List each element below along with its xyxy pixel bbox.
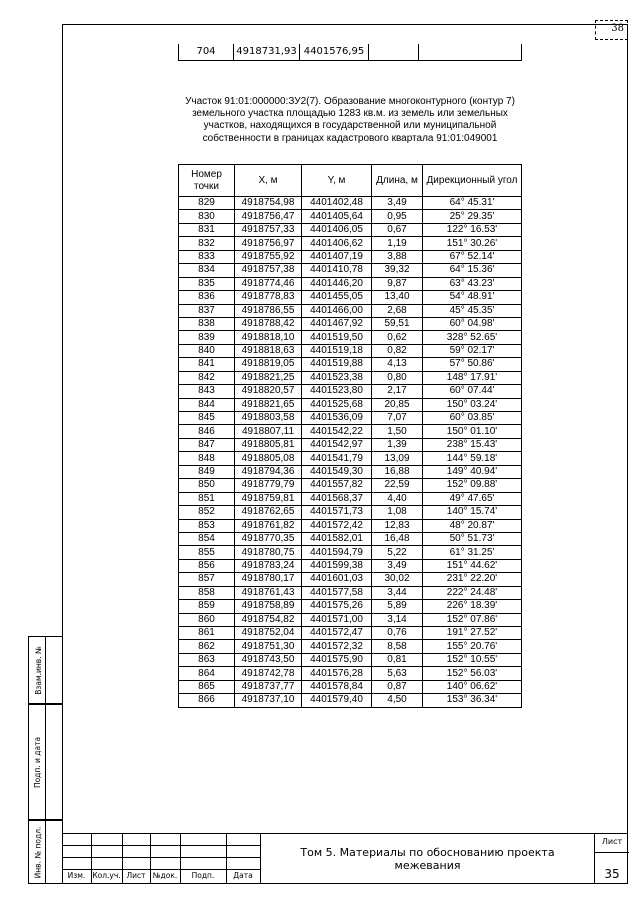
cell-direction-angle: 45° 45.35' (423, 304, 522, 317)
cell-direction-angle: 191° 27.52' (423, 627, 522, 640)
table-row (179, 385, 522, 398)
cell-point-number: 852 (179, 506, 235, 519)
section-heading: Участок 91:01:000000:ЗУ2(7). Образование многоконтурного (контур 7) земельного участка площадью 1283 кв.м. из земель или земельных участков, находящихся в государственной или муниципальной собственности в границах кадастрового квартала 91:01:049001 (185, 96, 515, 144)
header-point-number: Номер точки (179, 165, 235, 197)
cell-length: 13,40 (372, 291, 423, 304)
cell-length: 8,58 (372, 640, 423, 653)
cell-y: 4401519,50 (302, 331, 372, 344)
table-row (179, 694, 522, 707)
cell-x: 4918761,43 (235, 586, 302, 599)
cell-x: 4918751,30 (235, 640, 302, 653)
side-field-signature (28, 704, 62, 820)
cell-y: 4401594,79 (302, 546, 372, 559)
cell-y: 4401410,78 (302, 264, 372, 277)
side-field-inventory (28, 820, 62, 884)
cell-y: 4401542,97 (302, 438, 372, 451)
tail-cell-x: 4918731,93 (234, 44, 300, 60)
side-label-signature: Подп. и дата (33, 736, 43, 788)
cell-y: 4401557,82 (302, 479, 372, 492)
table-row (179, 465, 522, 478)
cell-length: 4,40 (372, 492, 423, 505)
table-row (179, 398, 522, 411)
cell-length: 1,19 (372, 237, 423, 250)
header-direction-angle: Дирекционный угол (423, 165, 522, 197)
cell-y: 4401523,80 (302, 385, 372, 398)
cell-y: 4401571,00 (302, 613, 372, 626)
table-body (179, 197, 522, 708)
coordinates-table (178, 164, 522, 708)
corner-page-number: 38 (595, 20, 628, 40)
cell-x: 4918780,17 (235, 573, 302, 586)
cell-direction-angle: 59° 02.17' (423, 344, 522, 357)
cell-point-number: 844 (179, 398, 235, 411)
table-row (179, 210, 522, 223)
header-length: Длина, м (372, 165, 423, 197)
previous-table-tail-row (178, 44, 522, 61)
cell-x: 4918756,97 (235, 237, 302, 250)
cell-x: 4918757,38 (235, 264, 302, 277)
cell-x: 4918737,10 (235, 694, 302, 707)
table-row (179, 640, 522, 653)
cell-y: 4401406,05 (302, 223, 372, 236)
cell-x: 4918774,46 (235, 277, 302, 290)
cell-x: 4918758,89 (235, 600, 302, 613)
side-label-inventory: Инв. № подл. (33, 826, 43, 878)
cell-y: 4401523,38 (302, 371, 372, 384)
cell-point-number: 829 (179, 197, 235, 210)
table-row (179, 613, 522, 626)
cell-x: 4918762,65 (235, 506, 302, 519)
cell-y: 4401571,73 (302, 506, 372, 519)
header-y: Y, м (302, 165, 372, 197)
cell-x: 4918770,35 (235, 532, 302, 545)
cell-direction-angle: 328° 52.65' (423, 331, 522, 344)
sheet-label: Лист (601, 837, 623, 846)
table-row (179, 573, 522, 586)
table-row (179, 371, 522, 384)
cell-x: 4918743,50 (235, 653, 302, 666)
cell-direction-angle: 61° 31.25' (423, 546, 522, 559)
table-row (179, 197, 522, 210)
cell-direction-angle: 49° 47.65' (423, 492, 522, 505)
cell-point-number: 839 (179, 331, 235, 344)
cell-direction-angle: 150° 01.10' (423, 425, 522, 438)
cell-length: 4,13 (372, 358, 423, 371)
table-row (179, 532, 522, 545)
table-row (179, 237, 522, 250)
cell-x: 4918820,57 (235, 385, 302, 398)
cell-length: 59,51 (372, 317, 423, 330)
cell-length: 0,82 (372, 344, 423, 357)
cell-direction-angle: 155° 20.76' (423, 640, 522, 653)
table-row (179, 277, 522, 290)
cell-x: 4918818,10 (235, 331, 302, 344)
cell-direction-angle: 63° 43.23' (423, 277, 522, 290)
cell-direction-angle: 149° 40.94' (423, 465, 522, 478)
tail-cell-point: 704 (179, 44, 234, 60)
cell-point-number: 836 (179, 291, 235, 304)
table-row (179, 586, 522, 599)
cell-length: 39,32 (372, 264, 423, 277)
table-row (179, 519, 522, 532)
cell-direction-angle: 150° 03.24' (423, 398, 522, 411)
table-row (179, 680, 522, 693)
cell-y: 4401455,05 (302, 291, 372, 304)
cell-point-number: 856 (179, 559, 235, 572)
cell-length: 5,89 (372, 600, 423, 613)
cell-direction-angle: 144° 59.18' (423, 452, 522, 465)
cell-length: 9,87 (372, 277, 423, 290)
caption-signature: Подп. (191, 871, 215, 880)
cell-point-number: 864 (179, 667, 235, 680)
cell-length: 1,50 (372, 425, 423, 438)
cell-x: 4918756,47 (235, 210, 302, 223)
cell-length: 16,88 (372, 465, 423, 478)
cell-x: 4918780,75 (235, 546, 302, 559)
cell-x: 4918737,77 (235, 680, 302, 693)
cell-length: 0,76 (372, 627, 423, 640)
cell-x: 4918752,04 (235, 627, 302, 640)
cell-y: 4401577,58 (302, 586, 372, 599)
caption-sheet: Лист (126, 871, 146, 880)
table-row (179, 492, 522, 505)
cell-direction-angle: 64° 45.31' (423, 197, 522, 210)
cell-y: 4401572,47 (302, 627, 372, 640)
cell-point-number: 853 (179, 519, 235, 532)
cell-y: 4401579,40 (302, 694, 372, 707)
cell-length: 1,08 (372, 506, 423, 519)
cell-y: 4401406,62 (302, 237, 372, 250)
table-row (179, 627, 522, 640)
cell-length: 22,59 (372, 479, 423, 492)
tail-cell-angle (419, 44, 517, 60)
cell-point-number: 857 (179, 573, 235, 586)
cell-length: 30,02 (372, 573, 423, 586)
cell-y: 4401519,18 (302, 344, 372, 357)
cell-point-number: 860 (179, 613, 235, 626)
cell-length: 20,85 (372, 398, 423, 411)
cell-point-number: 865 (179, 680, 235, 693)
cell-y: 4401568,37 (302, 492, 372, 505)
cell-direction-angle: 152° 10.55' (423, 653, 522, 666)
cell-x: 4918783,24 (235, 559, 302, 572)
cell-direction-angle: 140° 15.74' (423, 506, 522, 519)
cell-direction-angle: 222° 24.48' (423, 586, 522, 599)
cell-length: 12,83 (372, 519, 423, 532)
header-x: X, м (235, 165, 302, 197)
cell-length: 3,49 (372, 559, 423, 572)
cell-y: 4401405,64 (302, 210, 372, 223)
cell-direction-angle: 48° 20.87' (423, 519, 522, 532)
cell-point-number: 834 (179, 264, 235, 277)
cell-length: 0,81 (372, 653, 423, 666)
cell-x: 4918805,81 (235, 438, 302, 451)
table-row (179, 546, 522, 559)
cell-direction-angle: 153° 36.34' (423, 694, 522, 707)
cell-point-number: 850 (179, 479, 235, 492)
table-header-row (179, 165, 522, 197)
cell-point-number: 840 (179, 344, 235, 357)
cell-direction-angle: 54° 48.91' (423, 291, 522, 304)
table-row (179, 358, 522, 371)
cell-point-number: 845 (179, 412, 235, 425)
cell-length: 3,14 (372, 613, 423, 626)
table-row (179, 452, 522, 465)
cell-point-number: 842 (179, 371, 235, 384)
cell-direction-angle: 151° 30.26' (423, 237, 522, 250)
cell-x: 4918754,82 (235, 613, 302, 626)
cell-point-number: 849 (179, 465, 235, 478)
cell-direction-angle: 122° 16.53' (423, 223, 522, 236)
cell-point-number: 863 (179, 653, 235, 666)
cell-point-number: 848 (179, 452, 235, 465)
cell-y: 4401467,92 (302, 317, 372, 330)
cell-length: 0,80 (372, 371, 423, 384)
caption-count: Кол.уч. (92, 871, 121, 880)
sheet-number: 35 (604, 867, 620, 881)
cell-direction-angle: 60° 07.44' (423, 385, 522, 398)
cell-length: 2,17 (372, 385, 423, 398)
table-row (179, 412, 522, 425)
cell-length: 5,22 (372, 546, 423, 559)
cell-direction-angle: 231° 22.20' (423, 573, 522, 586)
side-field-replacement (28, 636, 62, 704)
caption-doc-number: №док. (152, 871, 178, 880)
cell-length: 3,49 (372, 197, 423, 210)
cell-length: 0,87 (372, 680, 423, 693)
cell-length: 13,09 (372, 452, 423, 465)
cell-length: 3,44 (372, 586, 423, 599)
title-block (62, 833, 628, 884)
cell-direction-angle: 148° 17.91' (423, 371, 522, 384)
cell-length: 0,67 (372, 223, 423, 236)
cell-x: 4918818,63 (235, 344, 302, 357)
table-row (179, 331, 522, 344)
cell-y: 4401402,48 (302, 197, 372, 210)
cell-direction-angle: 50° 51.73' (423, 532, 522, 545)
cell-x: 4918742,78 (235, 667, 302, 680)
cell-point-number: 846 (179, 425, 235, 438)
cell-direction-angle: 25° 29.35' (423, 210, 522, 223)
cell-point-number: 843 (179, 385, 235, 398)
tail-cell-length (369, 44, 419, 60)
cell-x: 4918794,36 (235, 465, 302, 478)
cell-point-number: 866 (179, 694, 235, 707)
cell-y: 4401407,19 (302, 250, 372, 263)
table-row (179, 264, 522, 277)
cell-direction-angle: 67° 52.14' (423, 250, 522, 263)
side-label-replacement: Взам.инв. № (33, 645, 43, 695)
cell-direction-angle: 238° 15.43' (423, 438, 522, 451)
cell-y: 4401536,09 (302, 412, 372, 425)
table-row (179, 600, 522, 613)
cell-x: 4918807,11 (235, 425, 302, 438)
cell-y: 4401575,26 (302, 600, 372, 613)
cell-x: 4918778,83 (235, 291, 302, 304)
table-row (179, 653, 522, 666)
cell-x: 4918759,81 (235, 492, 302, 505)
cell-y: 4401541,79 (302, 452, 372, 465)
cell-length: 5,63 (372, 667, 423, 680)
cell-length: 0,95 (372, 210, 423, 223)
cell-point-number: 858 (179, 586, 235, 599)
cell-direction-angle: 151° 44.62' (423, 559, 522, 572)
cell-y: 4401575,90 (302, 653, 372, 666)
cell-x: 4918821,25 (235, 371, 302, 384)
table-row (179, 506, 522, 519)
cell-point-number: 835 (179, 277, 235, 290)
table-row (179, 317, 522, 330)
sheet-box (594, 833, 628, 884)
table-row (179, 344, 522, 357)
cell-x: 4918788,42 (235, 317, 302, 330)
revision-grid (62, 833, 260, 884)
cell-point-number: 859 (179, 600, 235, 613)
cell-y: 4401572,42 (302, 519, 372, 532)
cell-point-number: 833 (179, 250, 235, 263)
cell-point-number: 854 (179, 532, 235, 545)
cell-point-number: 837 (179, 304, 235, 317)
table-row (179, 304, 522, 317)
cell-point-number: 830 (179, 210, 235, 223)
cell-length: 1,39 (372, 438, 423, 451)
cell-direction-angle: 60° 04.98' (423, 317, 522, 330)
table-row (179, 559, 522, 572)
cell-point-number: 838 (179, 317, 235, 330)
cell-point-number: 855 (179, 546, 235, 559)
cell-direction-angle: 64° 15.36' (423, 264, 522, 277)
cell-length: 3,88 (372, 250, 423, 263)
cell-y: 4401519,88 (302, 358, 372, 371)
cell-direction-angle: 60° 03.85' (423, 412, 522, 425)
cell-direction-angle: 152° 56.03' (423, 667, 522, 680)
cell-x: 4918803,58 (235, 412, 302, 425)
cell-x: 4918805,08 (235, 452, 302, 465)
cell-y: 4401599,38 (302, 559, 372, 572)
cell-point-number: 831 (179, 223, 235, 236)
cell-direction-angle: 226° 18.39' (423, 600, 522, 613)
cell-x: 4918755,92 (235, 250, 302, 263)
cell-y: 4401549,30 (302, 465, 372, 478)
cell-y: 4401542,22 (302, 425, 372, 438)
table-row (179, 291, 522, 304)
cell-length: 2,68 (372, 304, 423, 317)
cell-x: 4918786,55 (235, 304, 302, 317)
table-row (179, 425, 522, 438)
caption-change: Изм. (67, 871, 86, 880)
cell-direction-angle: 152° 07.86' (423, 613, 522, 626)
cell-y: 4401572,32 (302, 640, 372, 653)
cell-x: 4918821,65 (235, 398, 302, 411)
cell-x: 4918779,79 (235, 479, 302, 492)
cell-length: 4,50 (372, 694, 423, 707)
table-row (179, 250, 522, 263)
cell-point-number: 847 (179, 438, 235, 451)
cell-y: 4401578,84 (302, 680, 372, 693)
cell-direction-angle: 57° 50.86' (423, 358, 522, 371)
table-row (179, 667, 522, 680)
cell-y: 4401525,68 (302, 398, 372, 411)
cell-y: 4401582,01 (302, 532, 372, 545)
cell-y: 4401601,03 (302, 573, 372, 586)
cell-length: 0,62 (372, 331, 423, 344)
table-row (179, 223, 522, 236)
cell-point-number: 862 (179, 640, 235, 653)
cell-x: 4918757,33 (235, 223, 302, 236)
cell-x: 4918754,98 (235, 197, 302, 210)
cell-length: 16,48 (372, 532, 423, 545)
cell-length: 7,07 (372, 412, 423, 425)
cell-x: 4918761,82 (235, 519, 302, 532)
cell-point-number: 832 (179, 237, 235, 250)
document-title: Том 5. Материалы по обоснованию проекта межевания (260, 833, 594, 884)
table-row (179, 479, 522, 492)
cell-y: 4401446,20 (302, 277, 372, 290)
cell-direction-angle: 152° 09.88' (423, 479, 522, 492)
cell-direction-angle: 140° 06.62' (423, 680, 522, 693)
cell-point-number: 841 (179, 358, 235, 371)
cell-point-number: 851 (179, 492, 235, 505)
cell-x: 4918819,05 (235, 358, 302, 371)
cell-y: 4401576,28 (302, 667, 372, 680)
caption-date: Дата (233, 871, 253, 880)
cell-y: 4401466,00 (302, 304, 372, 317)
tail-cell-y: 4401576,95 (300, 44, 369, 60)
table-row (179, 438, 522, 451)
cell-point-number: 861 (179, 627, 235, 640)
